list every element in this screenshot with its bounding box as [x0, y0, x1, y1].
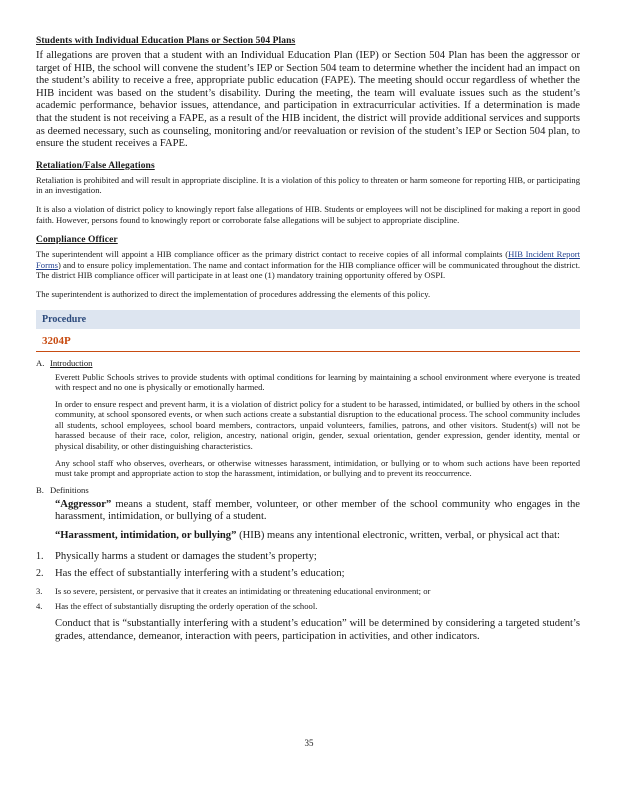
section-compliance-officer [36, 235, 580, 299]
section-heading: Compliance Officer [36, 235, 118, 246]
closing-paragraph: Conduct that is “substantially interfering with a student’s education” will be determined by considering a targeted student’s grades, attendance, demeanor, interaction with peers, participation in activities, and other indicators. [55, 618, 580, 642]
section-letter: B. [36, 484, 44, 495]
section-paragraph [36, 249, 580, 281]
list-number: 2. [36, 568, 44, 580]
list-item [36, 586, 580, 597]
section-title: Definitions [50, 484, 89, 495]
section-paragraph: It is also a violation of district policy to knowingly report false allegations of HIB. Students or employees will not be disciplined for making a report in good faith. However, persons found to knowingly report or corroborate false allegations will be subject to appropriate discipline. [36, 203, 580, 225]
hib-definition [55, 530, 580, 543]
definition-text: (HIB) means any intentional electronic, written, verbal, or physical act that: [239, 530, 560, 542]
definition-list [36, 551, 580, 612]
section-b-heading [36, 485, 580, 495]
section-a-heading [36, 358, 580, 368]
section-paragraph: Any school staff who observes, overhears, or otherwise witnesses harassment, intimidation, or bullying or to whom such actions have been reported must take prompt and appropriate action to stop the harassment, intimidation, or bullying and to prevent its reoccurrence. [55, 457, 580, 479]
definition-term: “Aggressor” [55, 498, 112, 510]
section-heading: Retaliation/False Allegations [36, 160, 155, 171]
section-retaliation [36, 161, 580, 225]
procedure-banner: Procedure [36, 310, 580, 329]
section-b-definitions [36, 485, 580, 643]
definition-text: means a student, staff member, volunteer, or other member of the school community who engages in the harassment, intimidation, or bullying of a student. [55, 498, 581, 523]
section-paragraph: Retaliation is prohibited and will result in appropriate discipline. It is a violation of this policy to threaten or harm someone for reporting HIB, or participating in an investigation. [36, 174, 580, 196]
section-a-introduction [36, 358, 580, 479]
section-paragraph: Everett Public Schools strives to provide students with optimal conditions for learning by maintaining a school environment where everyone is treated with respect and no one is physically or emotionally harmed. [55, 371, 580, 393]
section-letter: A. [36, 357, 45, 368]
definition-term: “Harassment, intimidation, or bullying” [55, 530, 237, 542]
list-text: Has the effect of substantially disrupting the orderly operation of the school. [55, 601, 318, 612]
section-heading: Students with Individual Education Plans or Section 504 Plans [36, 36, 296, 46]
section-paragraph: If allegations are proven that a student with an Individual Education Plan (IEP) or Section 504 Plan has been the aggressor or target of HIB, the school will convene the student’s IEP or Section 504 team to determine whether the incident had an impact on the student’s ability to receive a free, appropriate public education (FAPE). The meeting should occur regardless of whether the HIB incident was based on the student’s disability. During the meeting, the team will evaluate issues such as the student’s academic performance, behavior issues, attendance, and participation in extracurricular activities. If a determination is made that the student is not receiving a FAPE, as a result of the HIB incident, the district will provide additional services and supports as deemed necessary, such as counseling, monitoring and/or reevaluation or revision of the student’s IEP or Section 504 plan, to ensure the student receives a FAPE. [36, 50, 580, 150]
list-item [36, 601, 580, 612]
list-item [36, 568, 580, 581]
aggressor-definition [55, 499, 580, 524]
list-number: 4. [36, 601, 43, 612]
section-paragraph: The superintendent is authorized to direct the implementation of procedures addressing the elements of this policy. [36, 288, 431, 299]
section-iep-504 [36, 36, 580, 151]
section-title: Introduction [50, 357, 93, 368]
procedure-code: 3204P [36, 335, 580, 352]
list-number: 3. [36, 585, 43, 596]
page-number: 35 [304, 738, 314, 748]
list-number: 1. [36, 550, 44, 562]
list-text: Has the effect of substantially interfering with a student’s education; [55, 568, 345, 580]
list-item [36, 551, 580, 564]
list-text: Is so severe, persistent, or pervasive that it creates an intimidating or threatening educational environment; or [55, 585, 431, 596]
paragraph-text: ) and to ensure policy implementation. The name and contact information for the HIB compliance officer will be communicated throughout the district. The district HIB compliance officer will participate in at least one (1) mandatory training opportunity offered by OSPI. [36, 259, 580, 281]
paragraph-text: The superintendent will appoint a HIB compliance officer as the primary district contact to receive copies of all informal complaints ( [36, 249, 509, 260]
section-paragraph: In order to ensure respect and prevent harm, it is a violation of district policy for a student to be harassed, intimidated, or bullied by others in the school community, at school sponsored events, or when such actions create a substantial disruption to the educational process. The school community includes all students, school employees, school board members, contractors, unpaid volunteers, families, patrons, and other visitors. Student(s) will not be harassed because of their race, color, religion, ancestry, national origin, gender, sexual orientation, gender expression, gender identity, mental or physical disability, or other distinguishing characteristics. [55, 398, 580, 452]
document-page [36, 36, 580, 643]
list-text: Physically harms a student or damages the student’s property; [55, 550, 317, 562]
hib-incident-report-forms-link[interactable]: HIB Incident Report Forms [36, 249, 580, 270]
